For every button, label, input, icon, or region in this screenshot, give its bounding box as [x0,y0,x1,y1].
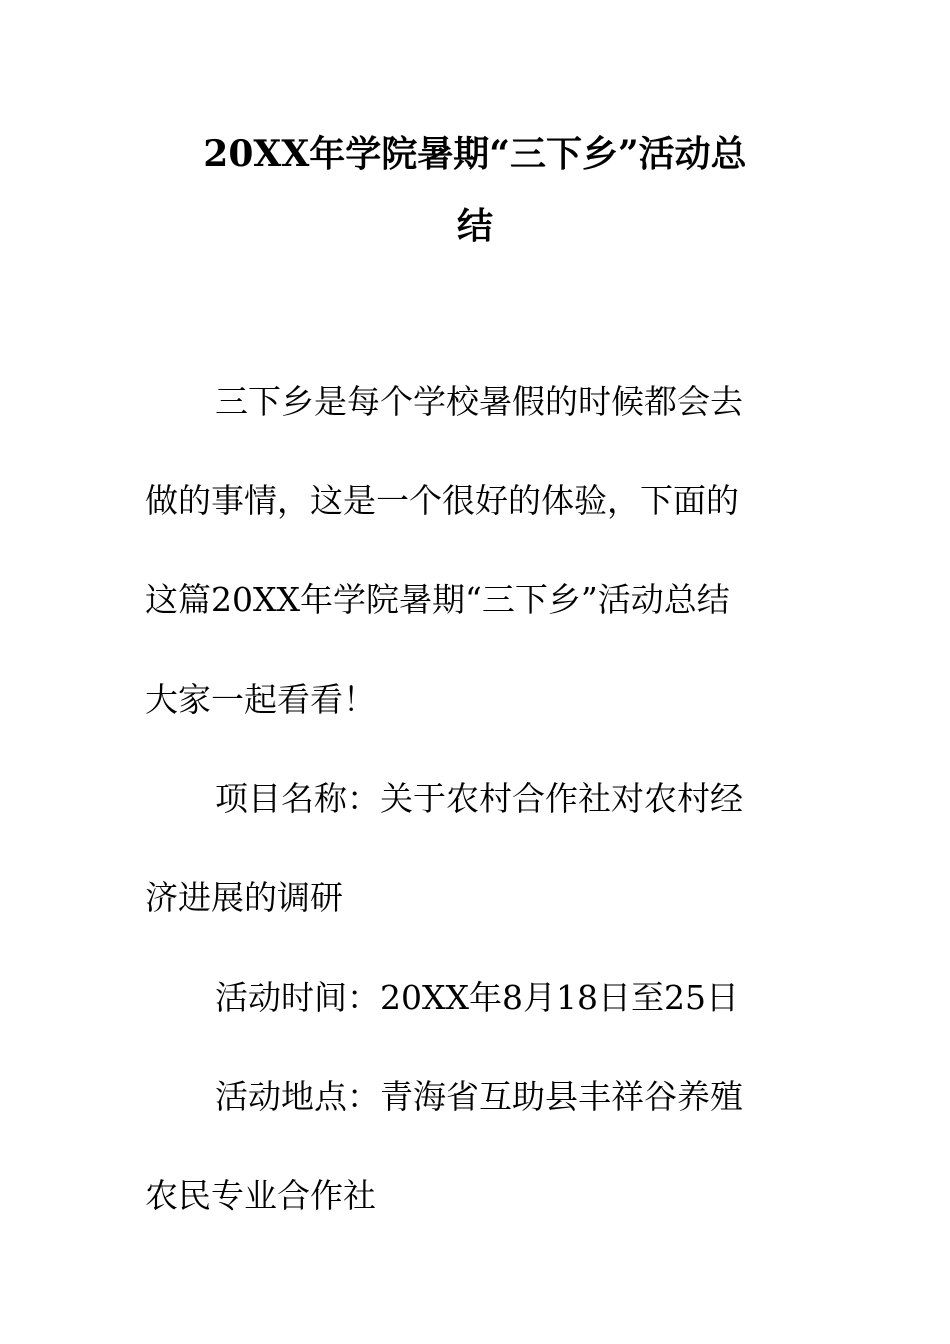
intro-line-3: 这篇20XX年学院暑期“三下乡”活动总结 [145,580,730,619]
activity-location-line-2: 农民专业合作社 [145,1176,376,1215]
project-name-line-2: 济进展的调研 [145,878,343,917]
title-line-1: 20XX年学院暑期“三下乡”活动总 [203,133,747,175]
title-line-2: 结 [456,205,493,247]
activity-location-line-1: 活动地点：青海省互助县丰祥谷养殖 [215,1077,743,1116]
intro-line-2: 做的事情，这是一个很好的体验，下面的 [145,481,739,520]
intro-line-1: 三下乡是每个学校暑假的时候都会去 [215,382,743,421]
project-name-line-1: 项目名称：关于农村合作社对农村经 [215,779,743,818]
activity-time-line: 活动时间：20XX年8月18日至25日 [215,978,739,1017]
intro-line-4: 大家一起看看！ [145,680,376,719]
document-title [145,118,805,262]
